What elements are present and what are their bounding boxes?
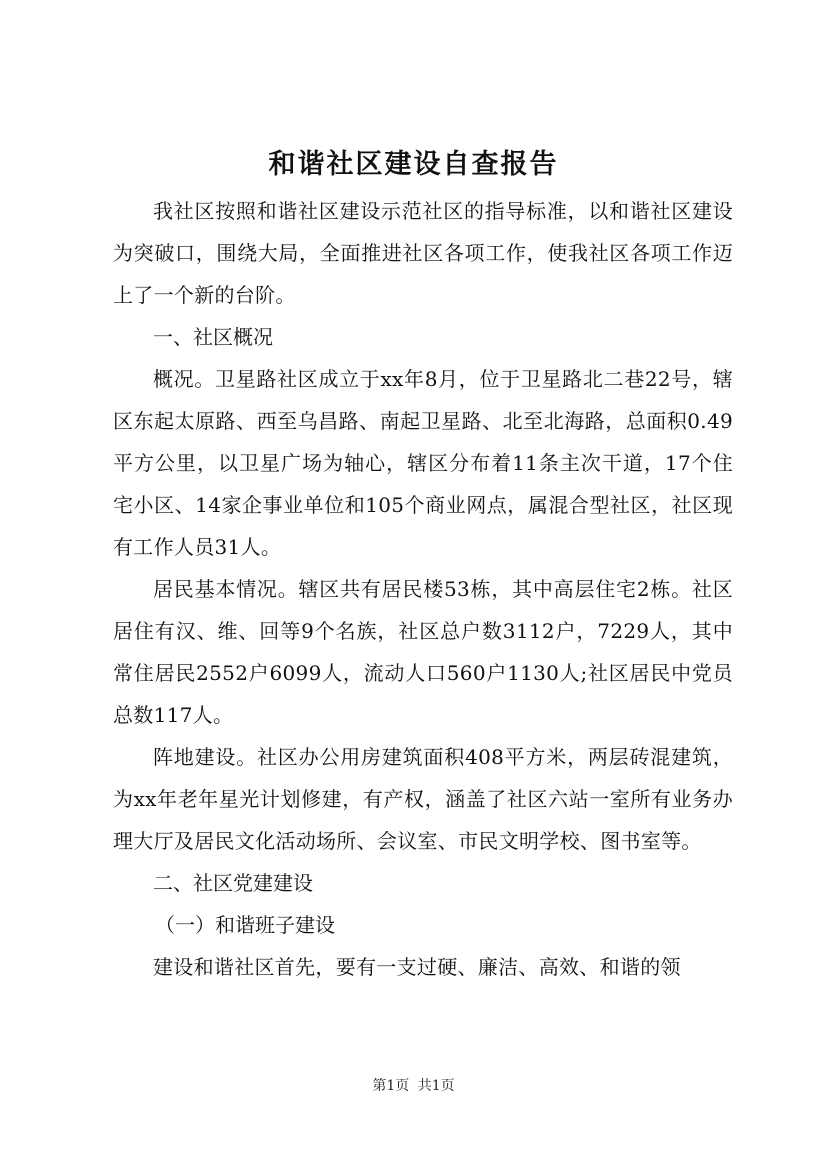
section-heading-party: 二、社区党建建设 — [153, 871, 313, 895]
intro-paragraph: 我社区按照和谐社区建设示范社区的指导标准，以和谐社区建设为突破口，围绕大局，全面推进社区各项工作，使我社区各项工作迈上了一个新的台阶。 — [113, 199, 733, 307]
document-title: 和谐社区建设自查报告 — [268, 149, 559, 180]
page-number: 第1页 — [372, 1078, 410, 1094]
subsection-heading-team: （一）和谐班子建设 — [155, 913, 335, 937]
residents-paragraph: 居民基本情况。辖区共有居民楼53栋，其中高层住宅2栋。社区居住有汉、维、回等9个名族，社区总户数3112户，7229人，其中常住居民2552户6099人，流动人口560户1130人;社区居民中党员总数117人。 — [113, 577, 733, 727]
facilities-paragraph: 阵地建设。社区办公用房建筑面积408平方米，两层砖混建筑，为xx年老年星光计划修建，有产权，涵盖了社区六站一室所有业务办理大厅及居民文化活动场所、会议室、市民文明学校、图书室等。 — [113, 745, 733, 853]
overview-paragraph: 概况。卫星路社区成立于xx年8月，位于卫星路北二巷22号，辖区东起太原路、西至乌昌路、南起卫星路、北至北海路，总面积0.49平方公里，以卫星广场为轴心，辖区分布着11条主次干道，17个住宅小区、14家企事业单位和105个商业网点，属混合型社区，社区现有工作人员31人。 — [113, 367, 733, 559]
total-pages: 共1页 — [417, 1078, 455, 1094]
section-heading-overview: 一、社区概况 — [153, 325, 273, 349]
page-footer — [0, 1076, 827, 1096]
document-body — [113, 190, 733, 988]
team-paragraph: 建设和谐社区首先，要有一支过硬、廉洁、高效、和谐的领 — [153, 955, 681, 979]
